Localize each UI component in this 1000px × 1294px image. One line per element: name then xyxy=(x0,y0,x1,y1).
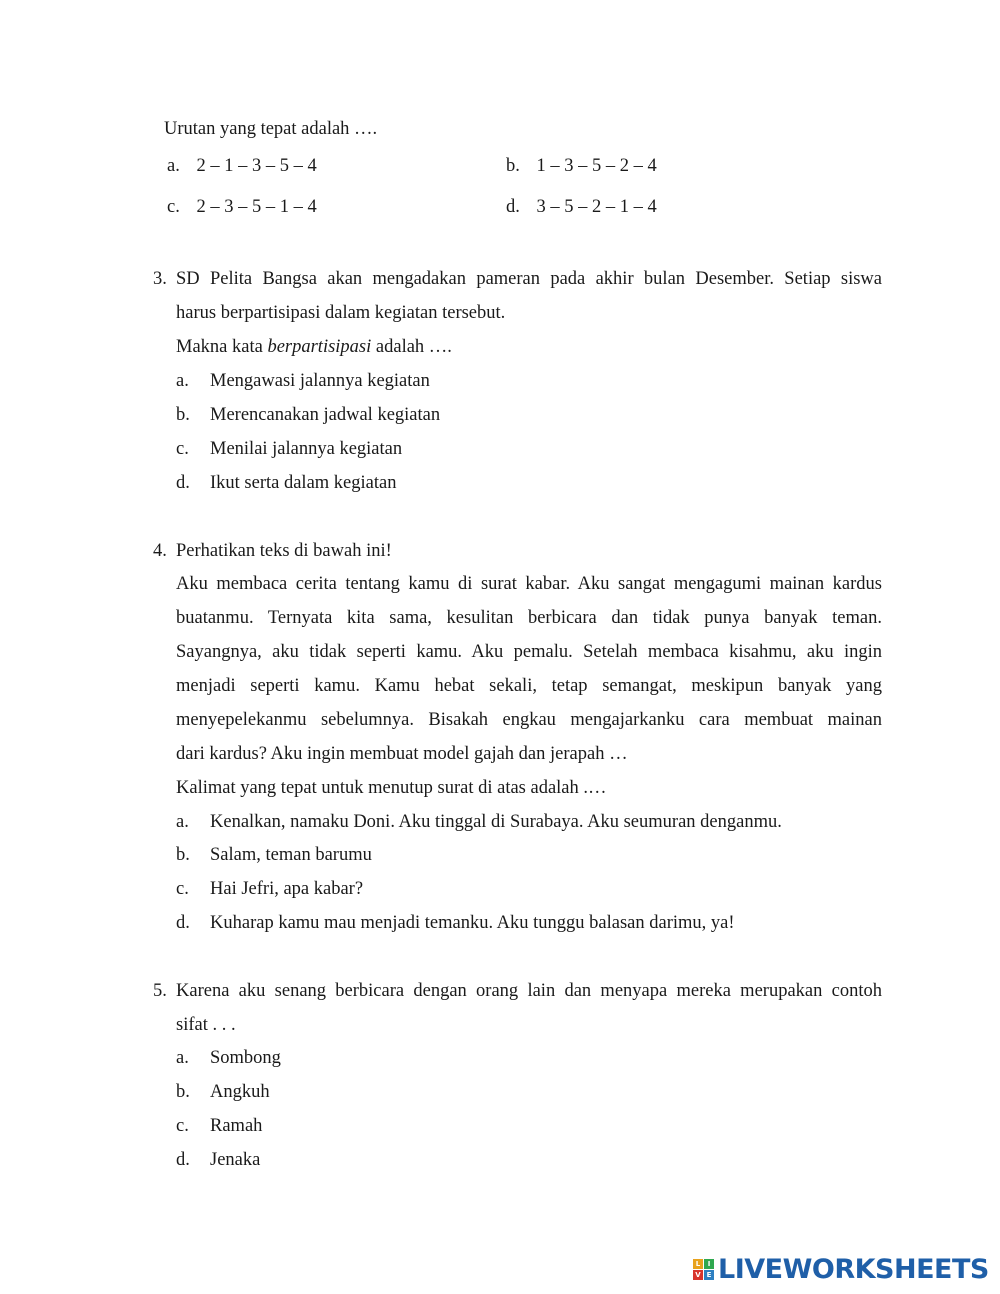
option-letter: d. xyxy=(176,473,190,493)
option-text: Angkuh xyxy=(210,1082,270,1102)
q3-question xyxy=(176,337,452,358)
option-letter: d. xyxy=(176,913,190,933)
option-letter: d. xyxy=(506,197,520,217)
option-text: 2 – 3 – 5 – 1 – 4 xyxy=(196,197,317,217)
logo-block: I xyxy=(704,1259,714,1269)
q5-text-line1: Karena aku senang berbicara dengan orang lain dan menyapa mereka merupakan contoh xyxy=(176,981,882,1001)
liveworksheets-logo[interactable] xyxy=(693,1254,989,1284)
option-text: Menilai jalannya kegiatan xyxy=(210,439,403,459)
logo-block: V xyxy=(693,1270,703,1280)
option-text: Salam, teman barumu xyxy=(210,845,372,865)
option-text: Mengawasi jalannya kegiatan xyxy=(210,371,430,391)
option-text: Kuharap kamu mau menjadi temanku. Aku tunggu balasan darimu, ya! xyxy=(210,913,735,933)
option-letter: c. xyxy=(167,197,180,217)
option-letter: c. xyxy=(176,879,189,899)
q5-text-line2: sifat . . . xyxy=(176,1015,236,1035)
option-letter: c. xyxy=(176,439,189,459)
option-letter: d. xyxy=(176,1150,190,1170)
q3-question-pre: Makna kata xyxy=(176,337,268,357)
option-text: Jenaka xyxy=(210,1150,261,1170)
q4-passage-line: Sayangnya, aku tidak seperti kamu. Aku pemalu. Setelah membaca kisahmu, aku ingin xyxy=(176,642,882,662)
q3-number: 3. xyxy=(153,269,167,289)
logo-blocks-icon xyxy=(693,1259,714,1280)
q4-question: Kalimat yang tepat untuk menutup surat di atas adalah .… xyxy=(176,778,607,798)
logo-text: LIVEWORKSHEETS xyxy=(718,1253,989,1285)
q2-prompt: Urutan yang tepat adalah …. xyxy=(164,119,378,139)
logo-block: L xyxy=(693,1259,703,1269)
option-letter: a. xyxy=(176,812,189,832)
q4-number: 4. xyxy=(153,541,167,561)
q4-passage-line: buatanmu. Ternyata kita sama, kesulitan berbicara dan tidak punya banyak teman. xyxy=(176,608,882,628)
option-text: 1 – 3 – 5 – 2 – 4 xyxy=(536,156,657,176)
q4-passage-line: menjadi seperti kamu. Kamu hebat sekali, tetap semangat, meskipun banyak yang xyxy=(176,676,882,696)
option-text: Kenalkan, namaku Doni. Aku tinggal di Surabaya. Aku seumuran denganmu. xyxy=(210,812,782,832)
option-letter: a. xyxy=(176,371,189,391)
q5-number: 5. xyxy=(153,981,167,1001)
option-text: Sombong xyxy=(210,1048,281,1068)
q2-option-a[interactable] xyxy=(167,156,317,177)
q2-option-d[interactable] xyxy=(506,197,657,218)
q3-text-line2: harus berpartisipasi dalam kegiatan tersebut. xyxy=(176,303,506,323)
q2-option-b[interactable] xyxy=(506,156,657,177)
q3-text-line1: SD Pelita Bangsa akan mengadakan pameran pada akhir bulan Desember. Setiap siswa xyxy=(176,269,882,289)
option-text: Ramah xyxy=(210,1116,263,1136)
option-letter: b. xyxy=(176,405,190,425)
option-text: 3 – 5 – 2 – 1 – 4 xyxy=(536,197,657,217)
option-text: Hai Jefri, apa kabar? xyxy=(210,879,364,899)
option-letter: a. xyxy=(167,156,180,176)
q4-passage-line: Aku membaca cerita tentang kamu di surat kabar. Aku sangat mengagumi mainan kardus xyxy=(176,574,882,594)
option-text: 2 – 1 – 3 – 5 – 4 xyxy=(196,156,317,176)
q4-passage-line: menyepelekanmu sebelumnya. Bisakah engkau mengajarkanku cara membuat mainan xyxy=(176,710,882,730)
q3-question-term: berpartisipasi xyxy=(267,337,372,357)
option-text: Ikut serta dalam kegiatan xyxy=(210,473,397,493)
q4-passage-line: dari kardus? Aku ingin membuat model gajah dan jerapah … xyxy=(176,744,628,764)
option-letter: b. xyxy=(176,845,190,865)
q2-option-c[interactable] xyxy=(167,197,317,218)
option-letter: c. xyxy=(176,1116,189,1136)
option-letter: a. xyxy=(176,1048,189,1068)
logo-block: E xyxy=(704,1270,714,1280)
q3-question-post: adalah …. xyxy=(371,337,452,357)
option-text: Merencanakan jadwal kegiatan xyxy=(210,405,441,425)
option-letter: b. xyxy=(176,1082,190,1102)
option-letter: b. xyxy=(506,156,520,176)
q4-intro: Perhatikan teks di bawah ini! xyxy=(176,541,392,561)
